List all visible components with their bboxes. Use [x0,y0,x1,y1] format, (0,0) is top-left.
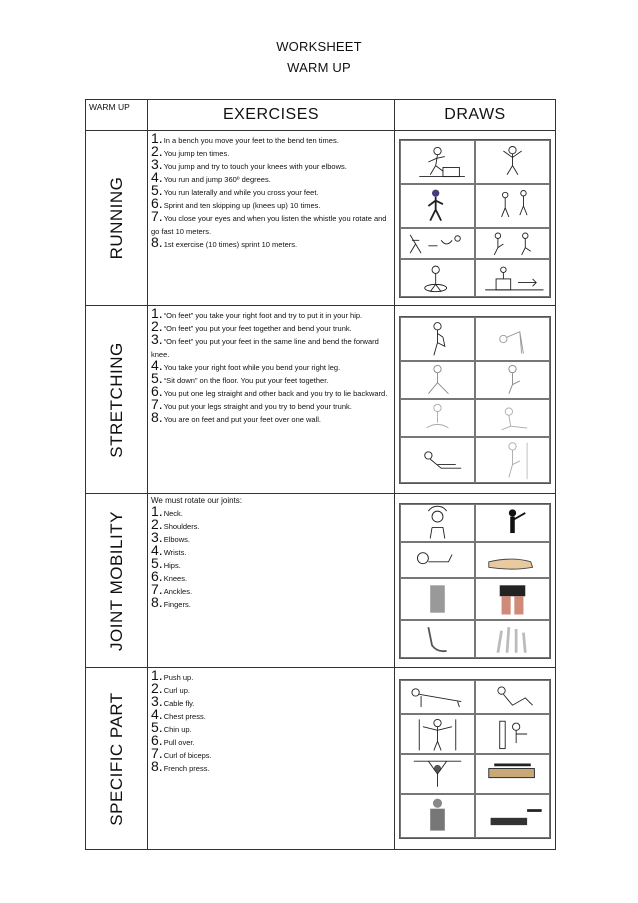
item-number: 3. [151,331,163,347]
push-up-figure-icon [400,680,475,714]
biceps-curl-figure-icon [400,794,475,838]
item-number: 4. [151,542,163,558]
exercise-list [148,668,395,850]
section-label-cell [86,494,148,668]
worksheet-title: WORKSHEET [276,39,362,54]
lunge-stretch-figure-icon [400,361,475,399]
elbow-rotation-figure-icon [400,542,475,578]
item-text: Elbows. [163,535,190,544]
item-text: “On feet” you take your right foot and try to put it in your hip. [163,311,363,320]
item-text: You are on feet and put your feet over one wall. [163,415,322,424]
list-item [151,706,391,722]
item-text: French press. [163,764,210,773]
item-text: You put one leg straight and other back and you try to lie backward. [163,389,388,398]
item-number: 5. [151,719,163,735]
draws-cell [395,306,556,494]
french-press-figure-icon [475,794,550,838]
chest-press-figure-icon [475,714,550,754]
list-item [151,503,391,519]
exercise-list [148,131,395,306]
list-item [151,169,391,185]
sit-reach-figure-icon [400,437,475,483]
item-number: 2. [151,516,163,532]
table-header-row [86,100,556,131]
item-text: You jump ten times. [163,149,230,158]
curl-up-figure-icon [475,680,550,714]
knee-rotation-figure-icon [475,578,550,620]
sprint-figure-icon [400,228,475,259]
draws-cell [395,494,556,668]
item-text: “On feet” you put your feet in the same line and bend the forward knee. [151,337,379,359]
list-item [151,357,391,373]
header-draws: DRAWS [395,100,556,131]
draws-cell [395,131,556,306]
item-text: Knees. [163,574,188,583]
item-number: 6. [151,195,163,211]
cable-fly-figure-icon [400,714,475,754]
item-number: 7. [151,581,163,597]
list-item [151,234,391,250]
item-text: Neck. [163,509,183,518]
list-item [151,409,391,425]
item-number: 2. [151,318,163,334]
list-item [151,516,391,532]
item-text: Cable fly. [163,699,195,708]
item-text: Pull over. [163,738,195,747]
drawing-grid [399,139,551,298]
item-number: 6. [151,568,163,584]
list-item [151,693,391,709]
item-number: 7. [151,208,163,224]
item-number: 1. [151,667,163,683]
section-label: RUNNING [106,176,126,260]
item-text: You run and jump 360º degrees. [163,175,271,184]
item-number: 2. [151,143,163,159]
item-number: 8. [151,594,163,610]
list-item [151,331,391,360]
list-item [151,318,391,334]
drawing-grid [399,316,551,484]
item-text: Wrists. [163,548,187,557]
section-specific-part [86,668,556,850]
finger-rotation-figure-icon [475,620,550,658]
chin-up-figure-icon [400,754,475,794]
item-text: You jump and try to touch your knees with your elbows. [163,162,347,171]
pull-over-figure-icon [475,754,550,794]
worksheet-subtitle: WARM UP [287,60,351,75]
wall-stretch-figure-icon [475,437,550,483]
item-number: 4. [151,706,163,722]
section-label-cell [86,668,148,850]
draws-cell [395,668,556,850]
item-number: 3. [151,156,163,172]
list-item [151,594,391,610]
skipping-figure-icon [475,228,550,259]
spin-jump-figure-icon [400,184,475,228]
item-text: Fingers. [163,600,191,609]
item-number: 5. [151,182,163,198]
rotate-run-figure-icon [400,259,475,297]
list-item [151,305,391,321]
item-number: 1. [151,503,163,519]
list-item [151,581,391,597]
list-item [151,680,391,696]
item-number: 8. [151,409,163,425]
item-text: Shoulders. [163,522,200,531]
item-text: Curl up. [163,686,190,695]
list-item [151,195,391,211]
item-number: 4. [151,169,163,185]
list-item [151,555,391,571]
item-number: 3. [151,529,163,545]
section-label: SPECIFIC PART [106,691,126,826]
item-number: 7. [151,745,163,761]
item-number: 6. [151,732,163,748]
list-item [151,396,391,412]
list-item [151,568,391,584]
list-item [151,542,391,558]
list-item [151,208,391,237]
item-text: Sprint and ten skipping up (knees up) 10 times. [163,201,321,210]
item-text: You put your legs straight and you try to bend your trunk. [163,402,352,411]
list-item [151,667,391,683]
list-item [151,719,391,735]
item-text: Push up. [163,673,194,682]
header-exercises: EXERCISES [148,100,395,131]
section-stretching [86,306,556,494]
list-item [151,383,391,399]
lateral-run-figure-icon [475,184,550,228]
item-text: Chest press. [163,712,206,721]
neck-rotation-figure-icon [400,504,475,542]
header-warmup: WARM UP [86,100,148,131]
list-item [151,182,391,198]
section-label: JOINT MOBILITY [106,510,126,651]
item-text: Curl of biceps. [163,751,212,760]
item-text: Hips. [163,561,181,570]
exercise-list [148,306,395,494]
item-number: 3. [151,693,163,709]
trunk-bend-figure-icon [475,317,550,361]
list-item [151,732,391,748]
item-text: In a bench you move your feet to the bend ten times. [163,136,339,145]
item-number: 7. [151,396,163,412]
list-item [151,143,391,159]
exercise-list [148,494,395,668]
item-number: 4. [151,357,163,373]
list-item [151,529,391,545]
section-note: We must rotate our joints: [151,496,242,505]
list-item [151,758,391,774]
section-running [86,131,556,306]
list-item [151,745,391,761]
shoulder-rotation-figure-icon [475,504,550,542]
item-text: “Sit down” on the floor. You put your feet together. [163,376,329,385]
item-number: 1. [151,305,163,321]
leg-stretch-figure-icon [475,361,550,399]
jumping-figure-icon [475,140,550,184]
wrist-rotation-figure-icon [475,542,550,578]
hurdler-stretch-figure-icon [475,399,550,437]
hip-rotation-figure-icon [400,578,475,620]
list-item [151,130,391,146]
item-number: 5. [151,555,163,571]
item-text: You take your right foot while you bend your right leg. [163,363,341,372]
section-joint-mobility [86,494,556,668]
item-number: 8. [151,758,163,774]
ankle-rotation-figure-icon [400,620,475,658]
list-item [151,370,391,386]
item-text: You run laterally and while you cross your feet. [163,188,319,197]
list-item [151,156,391,172]
item-text: Chin up. [163,725,192,734]
section-label-cell [86,131,148,306]
item-text: 1st exercise (10 times) sprint 10 meters. [163,240,298,249]
item-text: “On feet” you put your feet together and bend your trunk. [163,324,352,333]
item-text: You close your eyes and when you listen the whistle you rotate and go fast 10 meters. [151,214,387,236]
item-number: 2. [151,680,163,696]
item-number: 1. [151,130,163,146]
bench-sprint-figure-icon [475,259,550,297]
warmup-table [85,99,556,850]
drawing-grid [399,679,551,839]
item-number: 5. [151,370,163,386]
item-text: Anckles. [163,587,193,596]
item-number: 6. [151,383,163,399]
butterfly-stretch-figure-icon [400,399,475,437]
drawing-grid [399,503,551,659]
section-label-cell [86,306,148,494]
section-label: STRETCHING [106,341,126,458]
bench-step-figure-icon [400,140,475,184]
quad-stretch-figure-icon [400,317,475,361]
item-number: 8. [151,234,163,250]
